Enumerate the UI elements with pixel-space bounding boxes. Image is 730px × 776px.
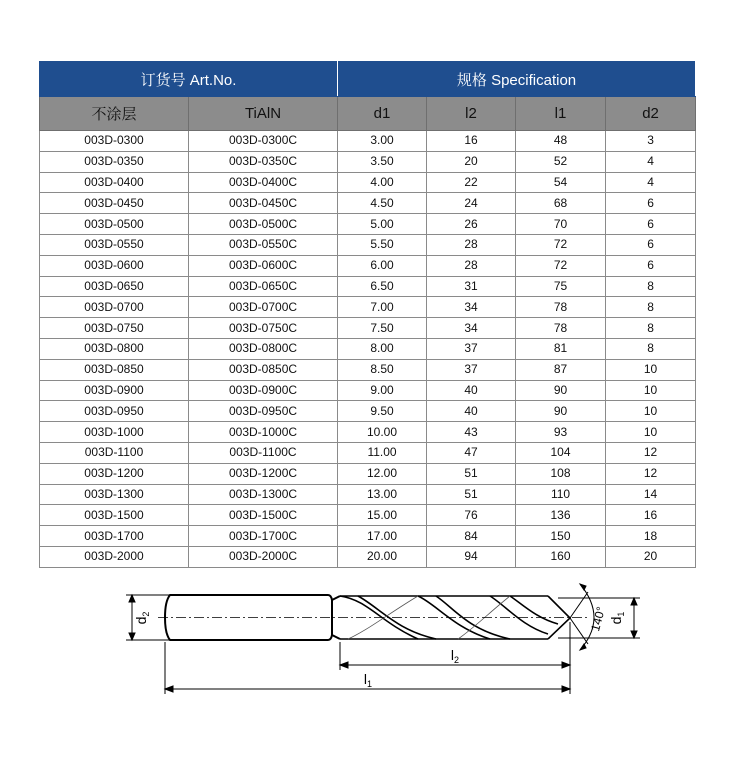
cell-d2: 12 — [606, 442, 696, 463]
cell-tialn: 003D-0900C — [189, 380, 338, 401]
cell-l1: 110 — [516, 484, 606, 505]
cell-uncoated: 003D-1000 — [40, 422, 189, 443]
cell-l2: 20 — [427, 151, 516, 172]
cell-l2: 37 — [427, 338, 516, 359]
cell-d1: 17.00 — [338, 526, 427, 547]
cell-tialn: 003D-0850C — [189, 359, 338, 380]
cell-tialn: 003D-0800C — [189, 338, 338, 359]
table-row — [40, 505, 696, 526]
cell-tialn: 003D-1300C — [189, 484, 338, 505]
specification-table — [39, 61, 696, 568]
cell-tialn: 003D-1000C — [189, 422, 338, 443]
cell-uncoated: 003D-0300 — [40, 131, 189, 152]
cell-l2: 51 — [427, 463, 516, 484]
table-row — [40, 484, 696, 505]
cell-l2: 94 — [427, 546, 516, 567]
cell-tialn: 003D-2000C — [189, 546, 338, 567]
cell-tialn: 003D-0750C — [189, 318, 338, 339]
cell-uncoated: 003D-0550 — [40, 234, 189, 255]
cell-uncoated: 003D-0900 — [40, 380, 189, 401]
col-uncoated: 不涂层 — [40, 97, 189, 131]
cell-l2: 22 — [427, 172, 516, 193]
cell-uncoated: 003D-0450 — [40, 193, 189, 214]
cell-d2: 18 — [606, 526, 696, 547]
table-body — [40, 131, 696, 568]
table-row — [40, 401, 696, 422]
cell-tialn: 003D-0350C — [189, 151, 338, 172]
cell-d1: 5.50 — [338, 234, 427, 255]
cell-l1: 70 — [516, 214, 606, 235]
cell-uncoated: 003D-0400 — [40, 172, 189, 193]
col-l1: l1 — [516, 97, 606, 131]
cell-d2: 20 — [606, 546, 696, 567]
cell-l2: 51 — [427, 484, 516, 505]
cell-uncoated: 003D-1300 — [40, 484, 189, 505]
cell-d1: 8.00 — [338, 338, 427, 359]
d2-label: $d_2$ — [133, 611, 151, 625]
cell-l1: 78 — [516, 318, 606, 339]
cell-uncoated: 003D-1100 — [40, 442, 189, 463]
col-l2: l2 — [427, 97, 516, 131]
cell-l2: 34 — [427, 318, 516, 339]
cell-d1: 7.00 — [338, 297, 427, 318]
cell-d2: 14 — [606, 484, 696, 505]
cell-d2: 10 — [606, 422, 696, 443]
table-row — [40, 546, 696, 567]
cell-d1: 13.00 — [338, 484, 427, 505]
cell-l2: 84 — [427, 526, 516, 547]
table-row — [40, 463, 696, 484]
cell-l1: 81 — [516, 338, 606, 359]
cell-d2: 10 — [606, 401, 696, 422]
cell-d1: 15.00 — [338, 505, 427, 526]
cell-tialn: 003D-0500C — [189, 214, 338, 235]
cell-d1: 8.50 — [338, 359, 427, 380]
cell-d1: 11.00 — [338, 442, 427, 463]
cell-tialn: 003D-1100C — [189, 442, 338, 463]
cell-l1: 87 — [516, 359, 606, 380]
drill-dimension-diagram — [118, 578, 648, 700]
cell-l1: 136 — [516, 505, 606, 526]
table-row — [40, 297, 696, 318]
table-row — [40, 193, 696, 214]
cell-uncoated: 003D-0800 — [40, 338, 189, 359]
table-row — [40, 214, 696, 235]
table-row — [40, 234, 696, 255]
cell-tialn: 003D-1200C — [189, 463, 338, 484]
cell-l1: 90 — [516, 380, 606, 401]
cell-d1: 9.50 — [338, 401, 427, 422]
cell-d2: 8 — [606, 318, 696, 339]
table-row — [40, 131, 696, 152]
cell-d2: 12 — [606, 463, 696, 484]
cell-d2: 16 — [606, 505, 696, 526]
table-row — [40, 151, 696, 172]
table-row — [40, 172, 696, 193]
l2-label: $l_2$ — [450, 647, 460, 665]
d1-label: $d_1$ — [608, 611, 626, 625]
cell-l2: 26 — [427, 214, 516, 235]
cell-d2: 6 — [606, 214, 696, 235]
cell-l2: 40 — [427, 401, 516, 422]
table-row — [40, 442, 696, 463]
cell-l2: 24 — [427, 193, 516, 214]
cell-d2: 10 — [606, 359, 696, 380]
cell-l1: 108 — [516, 463, 606, 484]
table-row — [40, 276, 696, 297]
cell-d2: 6 — [606, 234, 696, 255]
cell-l1: 75 — [516, 276, 606, 297]
cell-l1: 54 — [516, 172, 606, 193]
cell-uncoated: 003D-1200 — [40, 463, 189, 484]
cell-uncoated: 003D-1700 — [40, 526, 189, 547]
cell-l2: 76 — [427, 505, 516, 526]
cell-l2: 47 — [427, 442, 516, 463]
cell-d1: 20.00 — [338, 546, 427, 567]
specification-group-header: 规格 Specification — [338, 62, 696, 97]
cell-l1: 48 — [516, 131, 606, 152]
l1-label: $l_1$ — [363, 671, 373, 689]
cell-l1: 150 — [516, 526, 606, 547]
cell-d2: 8 — [606, 276, 696, 297]
col-d1: d1 — [338, 97, 427, 131]
cell-d1: 5.00 — [338, 214, 427, 235]
table-row — [40, 359, 696, 380]
cell-d1: 3.50 — [338, 151, 427, 172]
cell-tialn: 003D-0300C — [189, 131, 338, 152]
cell-uncoated: 003D-1500 — [40, 505, 189, 526]
cell-l1: 52 — [516, 151, 606, 172]
cell-uncoated: 003D-0850 — [40, 359, 189, 380]
cell-d1: 10.00 — [338, 422, 427, 443]
cell-d2: 6 — [606, 255, 696, 276]
cell-tialn: 003D-0450C — [189, 193, 338, 214]
cell-d2: 6 — [606, 193, 696, 214]
table-row — [40, 255, 696, 276]
cell-d1: 4.00 — [338, 172, 427, 193]
cell-tialn: 003D-1700C — [189, 526, 338, 547]
cell-d1: 4.50 — [338, 193, 427, 214]
cell-uncoated: 003D-2000 — [40, 546, 189, 567]
cell-uncoated: 003D-0600 — [40, 255, 189, 276]
table-row — [40, 422, 696, 443]
cell-d2: 3 — [606, 131, 696, 152]
table-row — [40, 318, 696, 339]
cell-tialn: 003D-0600C — [189, 255, 338, 276]
cell-l1: 72 — [516, 255, 606, 276]
cell-l1: 90 — [516, 401, 606, 422]
cell-d1: 12.00 — [338, 463, 427, 484]
cell-tialn: 003D-0650C — [189, 276, 338, 297]
cell-l1: 78 — [516, 297, 606, 318]
cell-d2: 8 — [606, 297, 696, 318]
col-d2: d2 — [606, 97, 696, 131]
art-no-group-header: 订货号 Art.No. — [40, 62, 338, 97]
cell-uncoated: 003D-0950 — [40, 401, 189, 422]
cell-l2: 28 — [427, 234, 516, 255]
cell-l1: 93 — [516, 422, 606, 443]
cell-tialn: 003D-0950C — [189, 401, 338, 422]
cell-l2: 16 — [427, 131, 516, 152]
cell-uncoated: 003D-0500 — [40, 214, 189, 235]
cell-uncoated: 003D-0700 — [40, 297, 189, 318]
cell-d2: 8 — [606, 338, 696, 359]
cell-l2: 43 — [427, 422, 516, 443]
cell-uncoated: 003D-0650 — [40, 276, 189, 297]
cell-d2: 4 — [606, 172, 696, 193]
point-angle-label: 140° — [588, 605, 609, 633]
cell-d2: 10 — [606, 380, 696, 401]
cell-d1: 7.50 — [338, 318, 427, 339]
cell-tialn: 003D-0550C — [189, 234, 338, 255]
cell-l2: 40 — [427, 380, 516, 401]
cell-l1: 72 — [516, 234, 606, 255]
table-row — [40, 338, 696, 359]
cell-d1: 3.00 — [338, 131, 427, 152]
cell-l1: 104 — [516, 442, 606, 463]
cell-l2: 37 — [427, 359, 516, 380]
cell-l2: 28 — [427, 255, 516, 276]
cell-l1: 68 — [516, 193, 606, 214]
cell-l2: 31 — [427, 276, 516, 297]
cell-tialn: 003D-1500C — [189, 505, 338, 526]
cell-uncoated: 003D-0750 — [40, 318, 189, 339]
cell-tialn: 003D-0400C — [189, 172, 338, 193]
table-row — [40, 380, 696, 401]
cell-d1: 6.00 — [338, 255, 427, 276]
cell-tialn: 003D-0700C — [189, 297, 338, 318]
cell-l2: 34 — [427, 297, 516, 318]
col-tialn: TiAlN — [189, 97, 338, 131]
cell-l1: 160 — [516, 546, 606, 567]
cell-d2: 4 — [606, 151, 696, 172]
cell-d1: 6.50 — [338, 276, 427, 297]
cell-d1: 9.00 — [338, 380, 427, 401]
table-row — [40, 526, 696, 547]
cell-uncoated: 003D-0350 — [40, 151, 189, 172]
